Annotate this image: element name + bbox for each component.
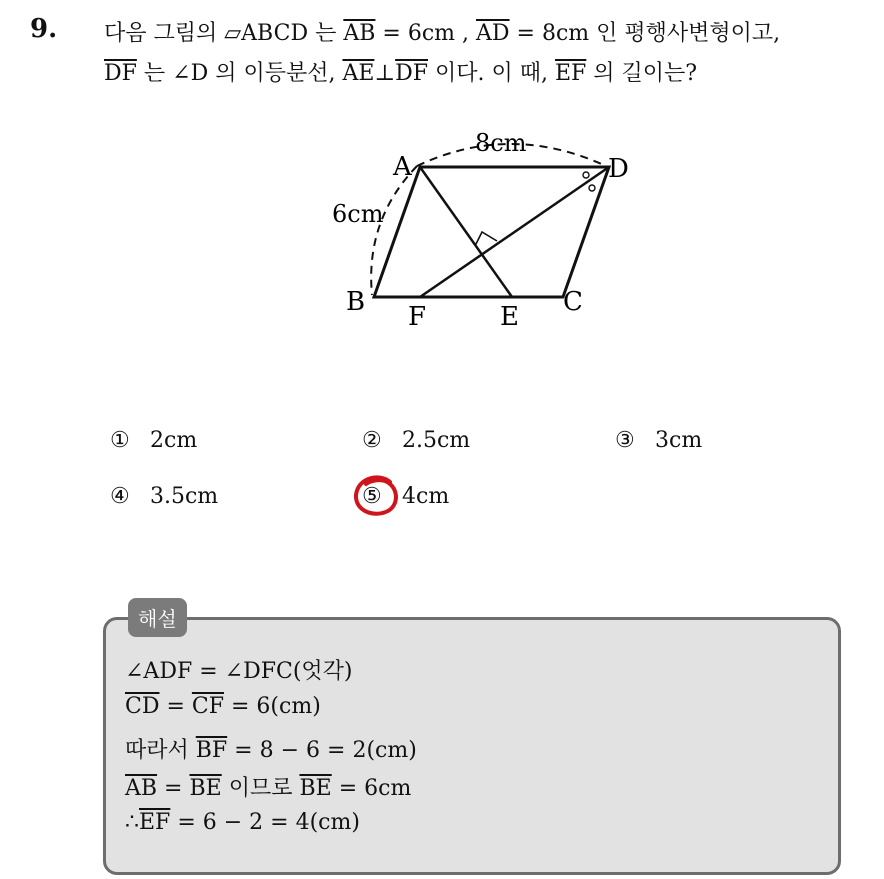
solution-line-5 xyxy=(125,810,360,835)
perpendicular-symbol: ⊥ xyxy=(374,61,396,86)
question-text: = 8cm 인 평행사변형이고, xyxy=(509,21,781,46)
segment-df: $\overline{DF}$ xyxy=(104,61,137,86)
question-text: = 6cm , xyxy=(375,21,476,46)
vertex-label-c: C xyxy=(563,287,583,317)
solution-line-1: ∠ADF = ∠DFC(엇각) xyxy=(125,659,353,684)
point-label-f: F xyxy=(408,302,427,332)
option-4[interactable] xyxy=(110,484,218,509)
therefore-symbol: ∴ xyxy=(125,810,139,835)
segment-be: $\overline{BE}$ xyxy=(299,776,332,801)
segment-ae-line xyxy=(420,167,512,297)
option-text: 2.5cm xyxy=(402,428,471,453)
length-label-8cm: 8cm xyxy=(475,129,527,157)
segment-ef: $\overline{EF}$ xyxy=(139,810,171,835)
segment-cf: $\overline{CF}$ xyxy=(191,694,225,719)
segment-df-line xyxy=(420,167,609,297)
segment-ab: $\overline{AB}$ xyxy=(125,776,158,801)
answer-circle-mark xyxy=(352,474,402,520)
solution-line-4 xyxy=(125,771,411,802)
option-marker: ⑤ xyxy=(362,484,382,509)
option-text: 2cm xyxy=(150,428,198,453)
parallelogram-figure xyxy=(320,120,640,335)
solution-badge: 해설 xyxy=(128,598,187,637)
question-line-1 xyxy=(104,16,780,47)
right-angle-mark xyxy=(475,232,497,246)
solution-text: = xyxy=(157,776,190,801)
solution-text: = 6 − 2 = 4(cm) xyxy=(170,810,360,835)
segment-ef: $\overline{EF}$ xyxy=(554,61,587,86)
point-label-e: E xyxy=(500,302,519,332)
segment-ae: $\overline{AE}$ xyxy=(342,61,375,86)
solution-text: = 6cm xyxy=(331,776,412,801)
solution-text: 이므로 xyxy=(221,776,300,801)
solution-text: = 8 − 6 = 2(cm) xyxy=(227,738,417,763)
solution-text: = xyxy=(159,694,192,719)
vertex-label-d: D xyxy=(608,154,629,184)
angle-mark-icon xyxy=(583,172,589,178)
question-text: 는 ∠D 의 이등분선, xyxy=(136,61,343,86)
segment-ab: $\overline{AB}$ xyxy=(343,21,376,46)
option-marker: ① xyxy=(110,428,130,453)
question-text: 의 길이는? xyxy=(586,61,698,86)
solution-line-2 xyxy=(125,694,321,719)
left-dimension-arc xyxy=(371,166,417,295)
option-text: 4cm xyxy=(402,484,450,509)
option-1[interactable] xyxy=(110,428,197,453)
option-marker: ② xyxy=(362,428,382,453)
option-3[interactable] xyxy=(615,428,702,453)
segment-cd: $\overline{CD}$ xyxy=(125,694,160,719)
question-line-2 xyxy=(104,56,697,87)
segment-bf: $\overline{BF}$ xyxy=(195,738,228,763)
solution-text: = 6(cm) xyxy=(224,694,321,719)
question-text: 이다. 이 때, xyxy=(428,61,555,86)
option-2[interactable] xyxy=(362,428,470,453)
option-marker: ③ xyxy=(615,428,635,453)
parallelogram-abcd xyxy=(374,167,609,297)
option-text: 3.5cm xyxy=(150,484,219,509)
option-text: 3cm xyxy=(655,428,703,453)
segment-df: $\overline{DF}$ xyxy=(395,61,429,86)
vertex-label-a: A xyxy=(393,152,412,182)
vertex-label-b: B xyxy=(346,287,366,317)
solution-text: 따라서 xyxy=(125,738,196,763)
segment-ad: $\overline{AD}$ xyxy=(476,21,510,46)
angle-mark-icon xyxy=(589,185,595,191)
option-marker: ④ xyxy=(110,484,130,509)
question-text: 다음 그림의 ▱ABCD 는 xyxy=(104,21,344,46)
length-label-6cm: 6cm xyxy=(332,200,384,228)
segment-be: $\overline{BE}$ xyxy=(189,776,222,801)
solution-line-3 xyxy=(125,733,417,764)
question-number: 9. xyxy=(30,14,58,44)
